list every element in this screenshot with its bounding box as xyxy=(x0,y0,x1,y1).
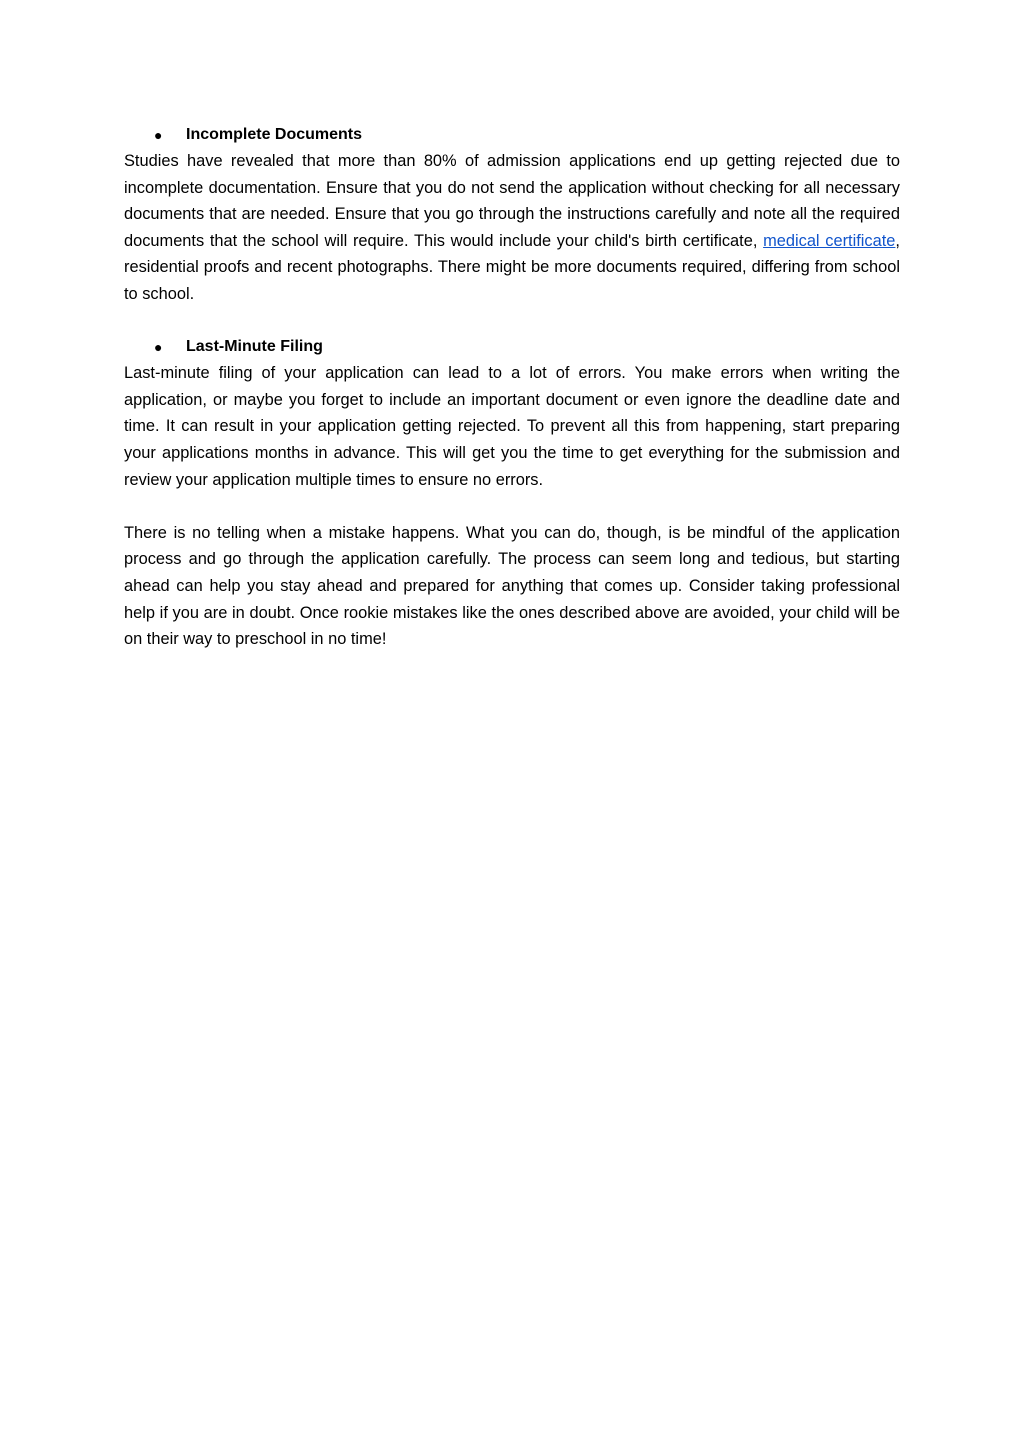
paragraph-conclusion: There is no telling when a mistake happens. What you can do, though, is be mindful of the application process and go through the application carefully. The process can seem long and tedious, but starting ahead can help you stay ahead and prepared for anything that comes up. Consider taking professional help if you are in doubt. Once rookie mistakes like the ones described above are avoided, your child will be on their way to preschool in no time! xyxy=(124,523,900,649)
paragraph-last-minute-filing: Last-minute filing of your application can lead to a lot of errors. You make errors when writing the application, or maybe you forget to include an important document or even ignore the deadline date and time. It can result in your application getting rejected. To prevent all this from happening, start preparing your applications months in advance. This will get you the time to get everything for the submission and review your application multiple times to ensure no errors. xyxy=(124,364,900,489)
paragraph-text: Studies have revealed that more than 80% of admission applications end up getting rejected due to incomplete documentation. Ensure that you do not send the application without checking for all necessary documents that are needed. Ensure that you go through the instructions carefully and note all the required documents that the school will require. This would include your child's birth certificate, xyxy=(124,152,900,250)
paragraph-text: , residential proofs and recent photographs. There might be more documents required, differing from school to school. xyxy=(124,231,900,303)
paragraph-incomplete-documents xyxy=(124,148,900,308)
spacer xyxy=(124,308,900,335)
heading-text: Last-Minute Filing xyxy=(186,338,323,356)
section-heading-last-minute-filing xyxy=(124,334,900,360)
bullet-icon: ● xyxy=(154,339,163,356)
medical-certificate-link[interactable]: medical certificate xyxy=(763,231,896,250)
document-page xyxy=(124,122,900,653)
heading-text: Incomplete Documents xyxy=(186,126,363,143)
spacer xyxy=(124,493,900,520)
bullet-icon: ● xyxy=(154,127,163,143)
section-heading-incomplete-documents xyxy=(124,122,900,148)
